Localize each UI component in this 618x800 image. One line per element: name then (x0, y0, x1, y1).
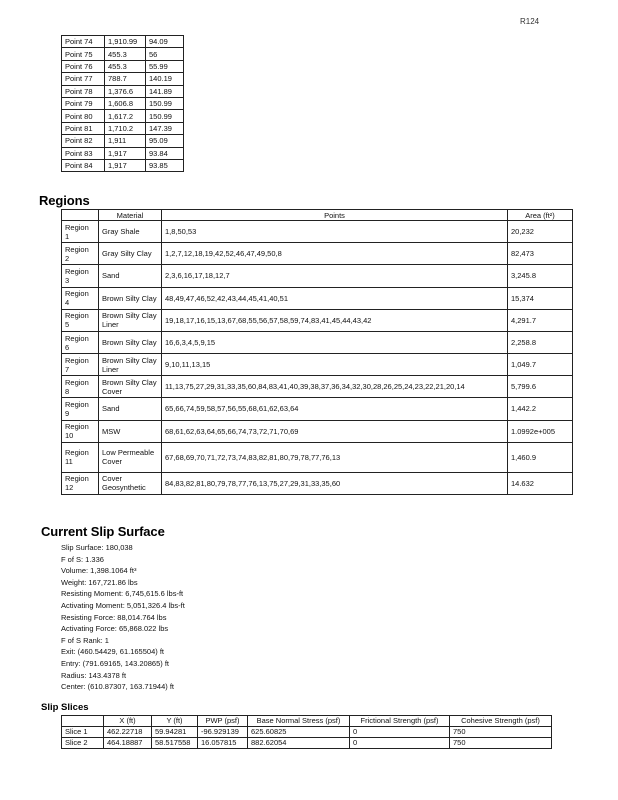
region-area-cell: 82,473 (508, 243, 573, 265)
point-x-cell: 1,911 (105, 135, 146, 147)
slice-cell: Slice 2 (62, 738, 104, 749)
region-name-cell: Region 7 (62, 354, 99, 376)
point-x-cell: 1,376.6 (105, 85, 146, 97)
point-name-cell: Point 75 (62, 48, 105, 60)
region-area-cell: 1,460.9 (508, 442, 573, 472)
slip-slices-heading: Slip Slices (41, 702, 89, 713)
region-row (62, 243, 573, 265)
point-name-cell: Point 77 (62, 73, 105, 85)
region-name-cell: Region 5 (62, 309, 99, 331)
slice-cell: 58.517558 (152, 738, 198, 749)
region-points-cell: 9,10,11,13,15 (162, 354, 508, 376)
region-points-cell: 11,13,75,27,29,31,33,35,60,84,83,41,40,39,38,37,36,34,32,30,28,26,25,24,23,22,21,20,14 (162, 376, 508, 398)
slip-surface-line: Resisting Moment: 6,745,615.6 lbs-ft (61, 589, 184, 599)
slip-surface-line: Entry: (791.69165, 143.20865) ft (61, 658, 169, 668)
region-area-cell: 15,374 (508, 287, 573, 309)
region-points-cell: 65,66,74,59,58,57,56,55,68,61,62,63,64 (162, 398, 508, 420)
region-row (62, 287, 573, 309)
point-y-cell: 150.99 (146, 110, 184, 122)
point-y-cell: 56 (146, 48, 184, 60)
point-name-cell: Point 80 (62, 110, 105, 122)
regions-header-region (62, 210, 99, 221)
regions-table (61, 209, 573, 495)
region-area-cell: 1,049.7 (508, 354, 573, 376)
point-y-cell: 93.84 (146, 147, 184, 159)
point-x-cell: 1,606.8 (105, 97, 146, 109)
region-points-cell: 84,83,82,81,80,79,78,77,76,13,75,27,29,31,33,35,60 (162, 472, 508, 494)
region-name-cell: Region 9 (62, 398, 99, 420)
points-row (62, 97, 184, 109)
point-x-cell: 1,910.99 (105, 36, 146, 48)
region-area-cell: 14.632 (508, 472, 573, 494)
slice-cell: 0 (350, 738, 450, 749)
slices-header-cell: Cohesive Strength (psf) (450, 716, 552, 727)
region-points-cell: 1,2,7,12,18,19,42,52,46,47,49,50,8 (162, 243, 508, 265)
region-material-cell: Sand (99, 398, 162, 420)
regions-header-material: Material (99, 210, 162, 221)
slip-surface-line: Weight: 167,721.86 lbs (61, 577, 138, 587)
region-area-cell: 4,291.7 (508, 309, 573, 331)
slice-cell: 882.62054 (248, 738, 350, 749)
slices-header-cell: X (ft) (104, 716, 152, 727)
point-x-cell: 1,917 (105, 159, 146, 171)
point-y-cell: 140.19 (146, 73, 184, 85)
region-name-cell: Region 3 (62, 265, 99, 287)
slice-cell: 0 (350, 727, 450, 738)
region-area-cell: 1,442.2 (508, 398, 573, 420)
slip-surface-line: Center: (610.87307, 163.71944) ft (61, 682, 174, 692)
slip-surface-line: Resisting Force: 88,014.764 lbs (61, 612, 167, 622)
point-y-cell: 150.99 (146, 97, 184, 109)
slip-slices-table (61, 715, 552, 749)
slip-surface-line: Activating Force: 65,868.022 lbs (61, 624, 169, 634)
region-points-cell: 2,3,6,16,17,18,12,7 (162, 265, 508, 287)
point-name-cell: Point 83 (62, 147, 105, 159)
slice-cell: Slice 1 (62, 727, 104, 738)
region-area-cell: 3,245.8 (508, 265, 573, 287)
point-name-cell: Point 79 (62, 97, 105, 109)
regions-header-area: Area (ft²) (508, 210, 573, 221)
points-row (62, 85, 184, 97)
page-id: R124 (520, 17, 540, 26)
point-x-cell: 788.7 (105, 73, 146, 85)
region-row (62, 420, 573, 442)
slice-row (62, 727, 552, 738)
region-name-cell: Region 11 (62, 442, 99, 472)
region-points-cell: 68,61,62,63,64,65,66,74,73,72,71,70,69 (162, 420, 508, 442)
point-x-cell: 1,710.2 (105, 122, 146, 134)
point-y-cell: 94.09 (146, 36, 184, 48)
points-row (62, 147, 184, 159)
point-name-cell: Point 76 (62, 60, 105, 72)
region-name-cell: Region 6 (62, 331, 99, 353)
region-material-cell: Gray Shale (99, 221, 162, 243)
points-row (62, 48, 184, 60)
region-area-cell: 5,799.6 (508, 376, 573, 398)
point-name-cell: Point 84 (62, 159, 105, 171)
region-area-cell: 2,258.8 (508, 331, 573, 353)
point-y-cell: 141.89 (146, 85, 184, 97)
slip-surface-details (61, 542, 185, 693)
slip-surface-line: F of S Rank: 1 (61, 635, 109, 645)
region-row (62, 354, 573, 376)
region-name-cell: Region 10 (62, 420, 99, 442)
points-table (61, 35, 184, 172)
region-points-cell: 1,8,50,53 (162, 221, 508, 243)
point-x-cell: 1,617.2 (105, 110, 146, 122)
points-row (62, 159, 184, 171)
regions-heading: Regions (39, 193, 90, 208)
region-material-cell: Brown Silty Clay (99, 331, 162, 353)
region-row (62, 398, 573, 420)
point-y-cell: 93.85 (146, 159, 184, 171)
point-y-cell: 147.39 (146, 122, 184, 134)
points-row (62, 135, 184, 147)
region-points-cell: 67,68,69,70,71,72,73,74,83,82,81,80,79,78,77,76,13 (162, 442, 508, 472)
slices-header-cell: Base Normal Stress (psf) (248, 716, 350, 727)
region-area-cell: 1.0992e+005 (508, 420, 573, 442)
region-points-cell: 48,49,47,46,52,42,43,44,45,41,40,51 (162, 287, 508, 309)
region-name-cell: Region 4 (62, 287, 99, 309)
region-row (62, 221, 573, 243)
region-points-cell: 19,18,17,16,15,13,67,68,55,56,57,58,59,74,83,41,45,44,43,42 (162, 309, 508, 331)
slices-header-cell: Frictional Strength (psf) (350, 716, 450, 727)
slices-header-cell: PWP (psf) (198, 716, 248, 727)
slice-cell: 750 (450, 727, 552, 738)
region-material-cell: Brown Silty Clay Liner (99, 354, 162, 376)
points-row (62, 60, 184, 72)
point-name-cell: Point 74 (62, 36, 105, 48)
region-material-cell: Cover Geosynthetic (99, 472, 162, 494)
region-row (62, 331, 573, 353)
slip-surface-line: Slip Surface: 180,038 (61, 543, 133, 552)
region-material-cell: Sand (99, 265, 162, 287)
slip-surface-heading: Current Slip Surface (41, 524, 165, 539)
slip-surface-line: Radius: 143.4378 ft (61, 670, 127, 680)
region-name-cell: Region 12 (62, 472, 99, 494)
point-x-cell: 1,917 (105, 147, 146, 159)
slip-surface-line: F of S: 1.336 (61, 554, 104, 564)
region-name-cell: Region 2 (62, 243, 99, 265)
points-row (62, 36, 184, 48)
region-row (62, 472, 573, 494)
slice-cell: -96.929139 (198, 727, 248, 738)
slices-header-cell: Y (ft) (152, 716, 198, 727)
region-name-cell: Region 1 (62, 221, 99, 243)
slice-cell: 16.057815 (198, 738, 248, 749)
point-y-cell: 95.09 (146, 135, 184, 147)
region-row (62, 309, 573, 331)
point-name-cell: Point 82 (62, 135, 105, 147)
regions-header-points: Points (162, 210, 508, 221)
region-material-cell: Gray Silty Clay (99, 243, 162, 265)
slice-cell: 462.22718 (104, 727, 152, 738)
region-material-cell: Low Permeable Cover (99, 442, 162, 472)
slices-header-cell (62, 716, 104, 727)
point-name-cell: Point 78 (62, 85, 105, 97)
slice-cell: 625.60825 (248, 727, 350, 738)
slip-surface-line: Exit: (460.54429, 61.165504) ft (61, 647, 164, 657)
region-points-cell: 16,6,3,4,5,9,15 (162, 331, 508, 353)
slice-cell: 464.18887 (104, 738, 152, 749)
region-name-cell: Region 8 (62, 376, 99, 398)
region-area-cell: 20,232 (508, 221, 573, 243)
slices-header-row (62, 716, 552, 727)
slip-surface-line: Volume: 1,398.1064 ft³ (61, 566, 137, 576)
slice-cell: 750 (450, 738, 552, 749)
point-x-cell: 455.3 (105, 48, 146, 60)
regions-header-row (62, 210, 573, 221)
point-name-cell: Point 81 (62, 122, 105, 134)
points-row (62, 110, 184, 122)
points-row (62, 73, 184, 85)
slip-surface-line: Activating Moment: 5,051,326.4 lbs-ft (61, 600, 185, 610)
region-material-cell: Brown Silty Clay (99, 287, 162, 309)
region-material-cell: MSW (99, 420, 162, 442)
region-row (62, 265, 573, 287)
slice-cell: 59.94281 (152, 727, 198, 738)
point-x-cell: 455.3 (105, 60, 146, 72)
region-material-cell: Brown Silty Clay Liner (99, 309, 162, 331)
region-row (62, 376, 573, 398)
region-material-cell: Brown Silty Clay Cover (99, 376, 162, 398)
slice-row (62, 738, 552, 749)
point-y-cell: 55.99 (146, 60, 184, 72)
points-row (62, 122, 184, 134)
region-row (62, 442, 573, 472)
